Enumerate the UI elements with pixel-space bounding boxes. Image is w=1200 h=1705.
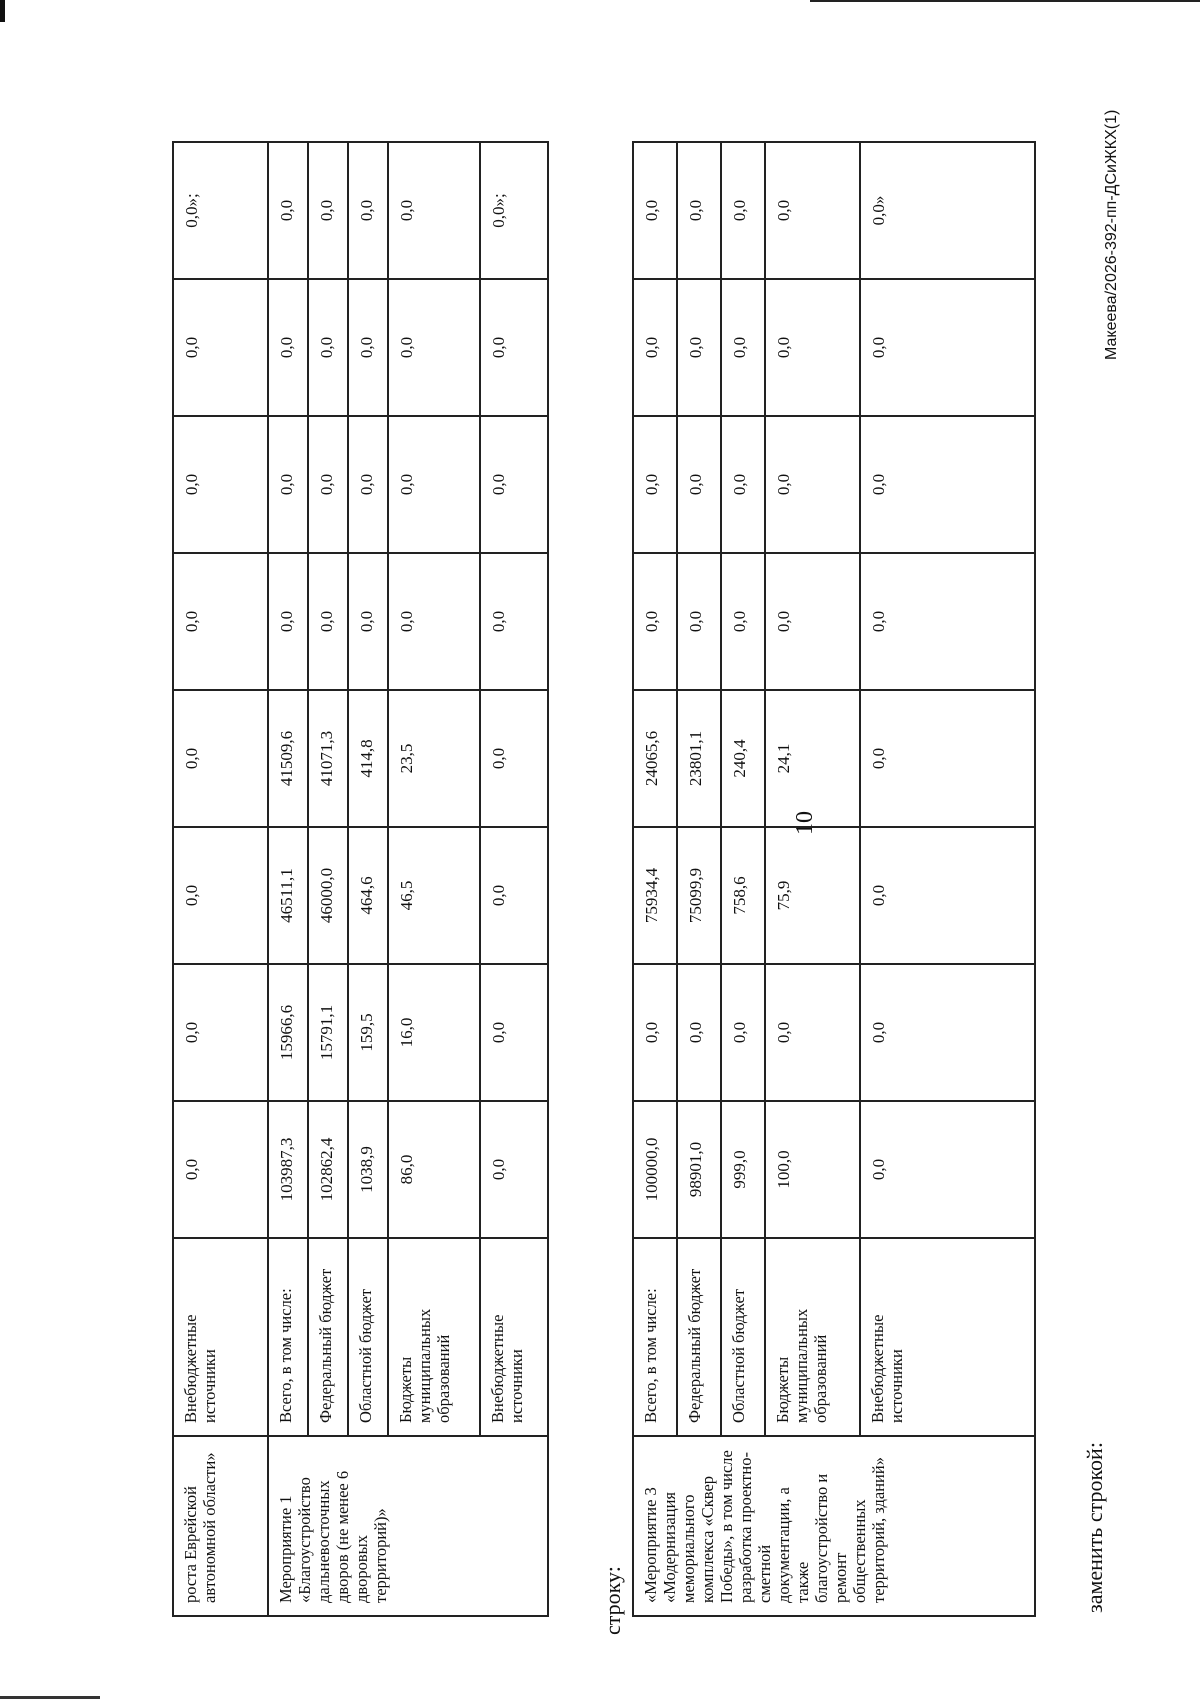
value-cell: 0,0: [480, 827, 548, 964]
value-cell: 0,0: [860, 964, 1035, 1101]
value-cell: 0,0: [388, 553, 480, 690]
table-row: [173, 142, 268, 1616]
value-cell: 23801,1: [677, 690, 721, 827]
event-cell: Мероприятие 1 «Благоустройство дальневосточных дворов (не менее 6 дворовых территорий)»: [268, 1436, 548, 1616]
value-cell: 0,0: [480, 553, 548, 690]
value-cell: 758,6: [721, 827, 765, 964]
value-cell: 100,0: [765, 1101, 860, 1238]
value-cell: 0,0: [348, 416, 388, 553]
value-cell: 0,0: [480, 964, 548, 1101]
value-cell: 0,0: [860, 279, 1035, 416]
value-cell: 0,0: [677, 142, 721, 279]
funding-source: Федеральный бюджет: [308, 1238, 348, 1436]
value-cell: 102862,4: [308, 1101, 348, 1238]
value-cell: 464,6: [348, 827, 388, 964]
value-cell: 15966,6: [268, 964, 308, 1101]
value-cell: 0,0: [308, 279, 348, 416]
value-cell: 103987,3: [268, 1101, 308, 1238]
value-cell: 0,0: [173, 1101, 268, 1238]
table-row: [348, 142, 388, 1616]
value-cell: 240,4: [721, 690, 765, 827]
value-cell: 414,8: [348, 690, 388, 827]
value-cell: 0,0: [633, 553, 677, 690]
value-cell: 0,0: [765, 142, 860, 279]
value-cell: 0,0: [860, 553, 1035, 690]
reference-code: Макеева/2026-392-пп-ДСиЖКХ(1): [1103, 109, 1120, 360]
value-cell: 0,0: [268, 279, 308, 416]
value-cell: 0,0: [173, 827, 268, 964]
value-cell: 0,0: [721, 279, 765, 416]
value-cell: 0,0: [268, 142, 308, 279]
table-row: [633, 142, 677, 1616]
funding-source: Бюджеты муниципальных образований: [765, 1238, 860, 1436]
table-row: [677, 142, 721, 1616]
value-cell: 24,1: [765, 690, 860, 827]
value-cell: 86,0: [388, 1101, 480, 1238]
value-cell: 0,0: [677, 416, 721, 553]
table-row: [388, 142, 480, 1616]
value-cell: 0,0: [388, 142, 480, 279]
value-cell: 0,0: [860, 416, 1035, 553]
table-current-rows: [172, 141, 549, 1617]
table-row: [765, 142, 860, 1616]
value-cell: 0,0: [173, 964, 268, 1101]
value-cell: 0,0: [633, 279, 677, 416]
value-cell: 0,0: [268, 553, 308, 690]
value-cell: 0,0: [633, 416, 677, 553]
funding-source: Бюджеты муниципальных образований: [388, 1238, 480, 1436]
value-cell: 1038,9: [348, 1101, 388, 1238]
value-cell: 24065,6: [633, 690, 677, 827]
value-cell: 0,0: [677, 964, 721, 1101]
value-cell: 0,0: [721, 964, 765, 1101]
value-cell: 75099,9: [677, 827, 721, 964]
event-cell: роста Еврейской автономной области»: [173, 1436, 268, 1616]
value-cell: 0,0: [677, 279, 721, 416]
value-cell: 0,0: [268, 416, 308, 553]
value-cell: 0,0: [721, 142, 765, 279]
value-cell: 0,0: [480, 1101, 548, 1238]
value-cell: 159,5: [348, 964, 388, 1101]
value-cell: 16,0: [388, 964, 480, 1101]
value-cell: 0,0: [860, 827, 1035, 964]
funding-source: Областной бюджет: [721, 1238, 765, 1436]
phrase-row-intro: строку:: [600, 1566, 625, 1635]
value-cell: 0,0: [308, 416, 348, 553]
value-cell: 46000,0: [308, 827, 348, 964]
value-cell: 0,0: [721, 416, 765, 553]
value-cell: 0,0: [480, 279, 548, 416]
funding-source: Всего, в том числе:: [268, 1238, 308, 1436]
value-cell: 0,0: [765, 964, 860, 1101]
value-cell: 0,0: [348, 279, 388, 416]
value-cell: 0,0: [860, 1101, 1035, 1238]
value-cell: 46511,1: [268, 827, 308, 964]
funding-source: Внебюджетные источники: [173, 1238, 268, 1436]
table-row: [860, 142, 1035, 1616]
table-row: [308, 142, 348, 1616]
value-cell: 15791,1: [308, 964, 348, 1101]
value-cell: 0,0: [173, 416, 268, 553]
value-cell: 0,0»;: [480, 142, 548, 279]
event-cell: «Мероприятие 3 «Модернизация мемориального комплекса «Сквер Победы», в том числе разработка проектно-сметной документации, а также благоустройство и ремонт общественных территорий, зданий»: [633, 1436, 1035, 1616]
value-cell: 75,9: [765, 827, 860, 964]
value-cell: 41509,6: [268, 690, 308, 827]
value-cell: 0,0: [388, 279, 480, 416]
value-cell: 0,0: [677, 553, 721, 690]
table-row: [480, 142, 548, 1616]
value-cell: 0,0: [765, 416, 860, 553]
value-cell: 0,0: [348, 142, 388, 279]
value-cell: 0,0: [480, 416, 548, 553]
funding-source: Областной бюджет: [348, 1238, 388, 1436]
funding-source: Внебюджетные источники: [480, 1238, 548, 1436]
phrase-replace-with: заменить строкой:: [1082, 1442, 1107, 1613]
value-cell: 0,0: [348, 553, 388, 690]
value-cell: 41071,3: [308, 690, 348, 827]
value-cell: 0,0: [765, 279, 860, 416]
funding-source: Федеральный бюджет: [677, 1238, 721, 1436]
value-cell: 46,5: [388, 827, 480, 964]
value-cell: 0,0: [721, 553, 765, 690]
value-cell: 98901,0: [677, 1101, 721, 1238]
value-cell: 0,0»;: [173, 142, 268, 279]
funding-source: Внебюджетные источники: [860, 1238, 1035, 1436]
value-cell: 75934,4: [633, 827, 677, 964]
value-cell: 0,0: [388, 416, 480, 553]
table-new-row: [632, 141, 1036, 1617]
value-cell: 0,0: [308, 553, 348, 690]
value-cell: 0,0: [308, 142, 348, 279]
value-cell: 0,0: [173, 690, 268, 827]
funding-source: Всего, в том числе:: [633, 1238, 677, 1436]
value-cell: 100000,0: [633, 1101, 677, 1238]
value-cell: 0,0: [633, 142, 677, 279]
value-cell: 0,0: [173, 279, 268, 416]
value-cell: 0,0»: [860, 142, 1035, 279]
value-cell: 0,0: [480, 690, 548, 827]
table-row: [721, 142, 765, 1616]
page-number: 10: [792, 811, 818, 835]
value-cell: 0,0: [173, 553, 268, 690]
value-cell: 0,0: [860, 690, 1035, 827]
value-cell: 23,5: [388, 690, 480, 827]
value-cell: 0,0: [765, 553, 860, 690]
table-row: [268, 142, 308, 1616]
value-cell: 0,0: [633, 964, 677, 1101]
value-cell: 999,0: [721, 1101, 765, 1238]
